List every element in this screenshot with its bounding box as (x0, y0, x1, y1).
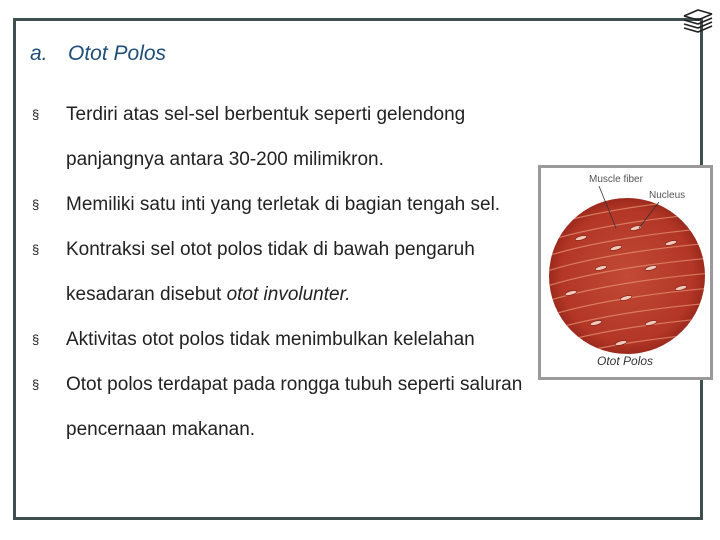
bullet-text: Otot polos terdapat pada rongga tubuh seperti saluran pencernaan makanan. (66, 374, 523, 440)
smooth-muscle-figure (538, 165, 713, 380)
section-heading (30, 42, 166, 66)
bullet-marker: § (32, 332, 40, 347)
section-number: a. (30, 42, 48, 65)
figure-caption: Otot Polos (597, 354, 654, 368)
list-item (32, 362, 552, 452)
bullet-italic-term: otot involunter. (226, 284, 351, 305)
bullet-text: Aktivitas otot polos tidak menimbulkan kelelahan (66, 329, 475, 350)
bullet-text: Terdiri atas sel-sel berbentuk seperti gelendong panjangnya antara 30-200 milimikron. (66, 104, 466, 170)
list-item (32, 227, 552, 317)
section-title: Otot Polos (68, 42, 167, 65)
list-item (32, 182, 552, 227)
list-item (32, 92, 552, 182)
bullet-text: Memiliki satu inti yang terletak di bagian tengah sel. (66, 194, 501, 215)
bullet-marker: § (32, 107, 40, 122)
list-item (32, 317, 552, 362)
muscle-fiber-label: Muscle fiber (589, 174, 643, 185)
nucleus-label: Nucleus (649, 190, 686, 201)
stacked-books-icon (680, 4, 716, 34)
bullet-list (32, 92, 552, 452)
bullet-text: Kontraksi sel otot polos tidak di bawah pengaruh kesadaran disebut (66, 239, 475, 305)
bullet-marker: § (32, 197, 40, 212)
bullet-marker: § (32, 377, 40, 392)
bullet-marker: § (32, 242, 40, 257)
